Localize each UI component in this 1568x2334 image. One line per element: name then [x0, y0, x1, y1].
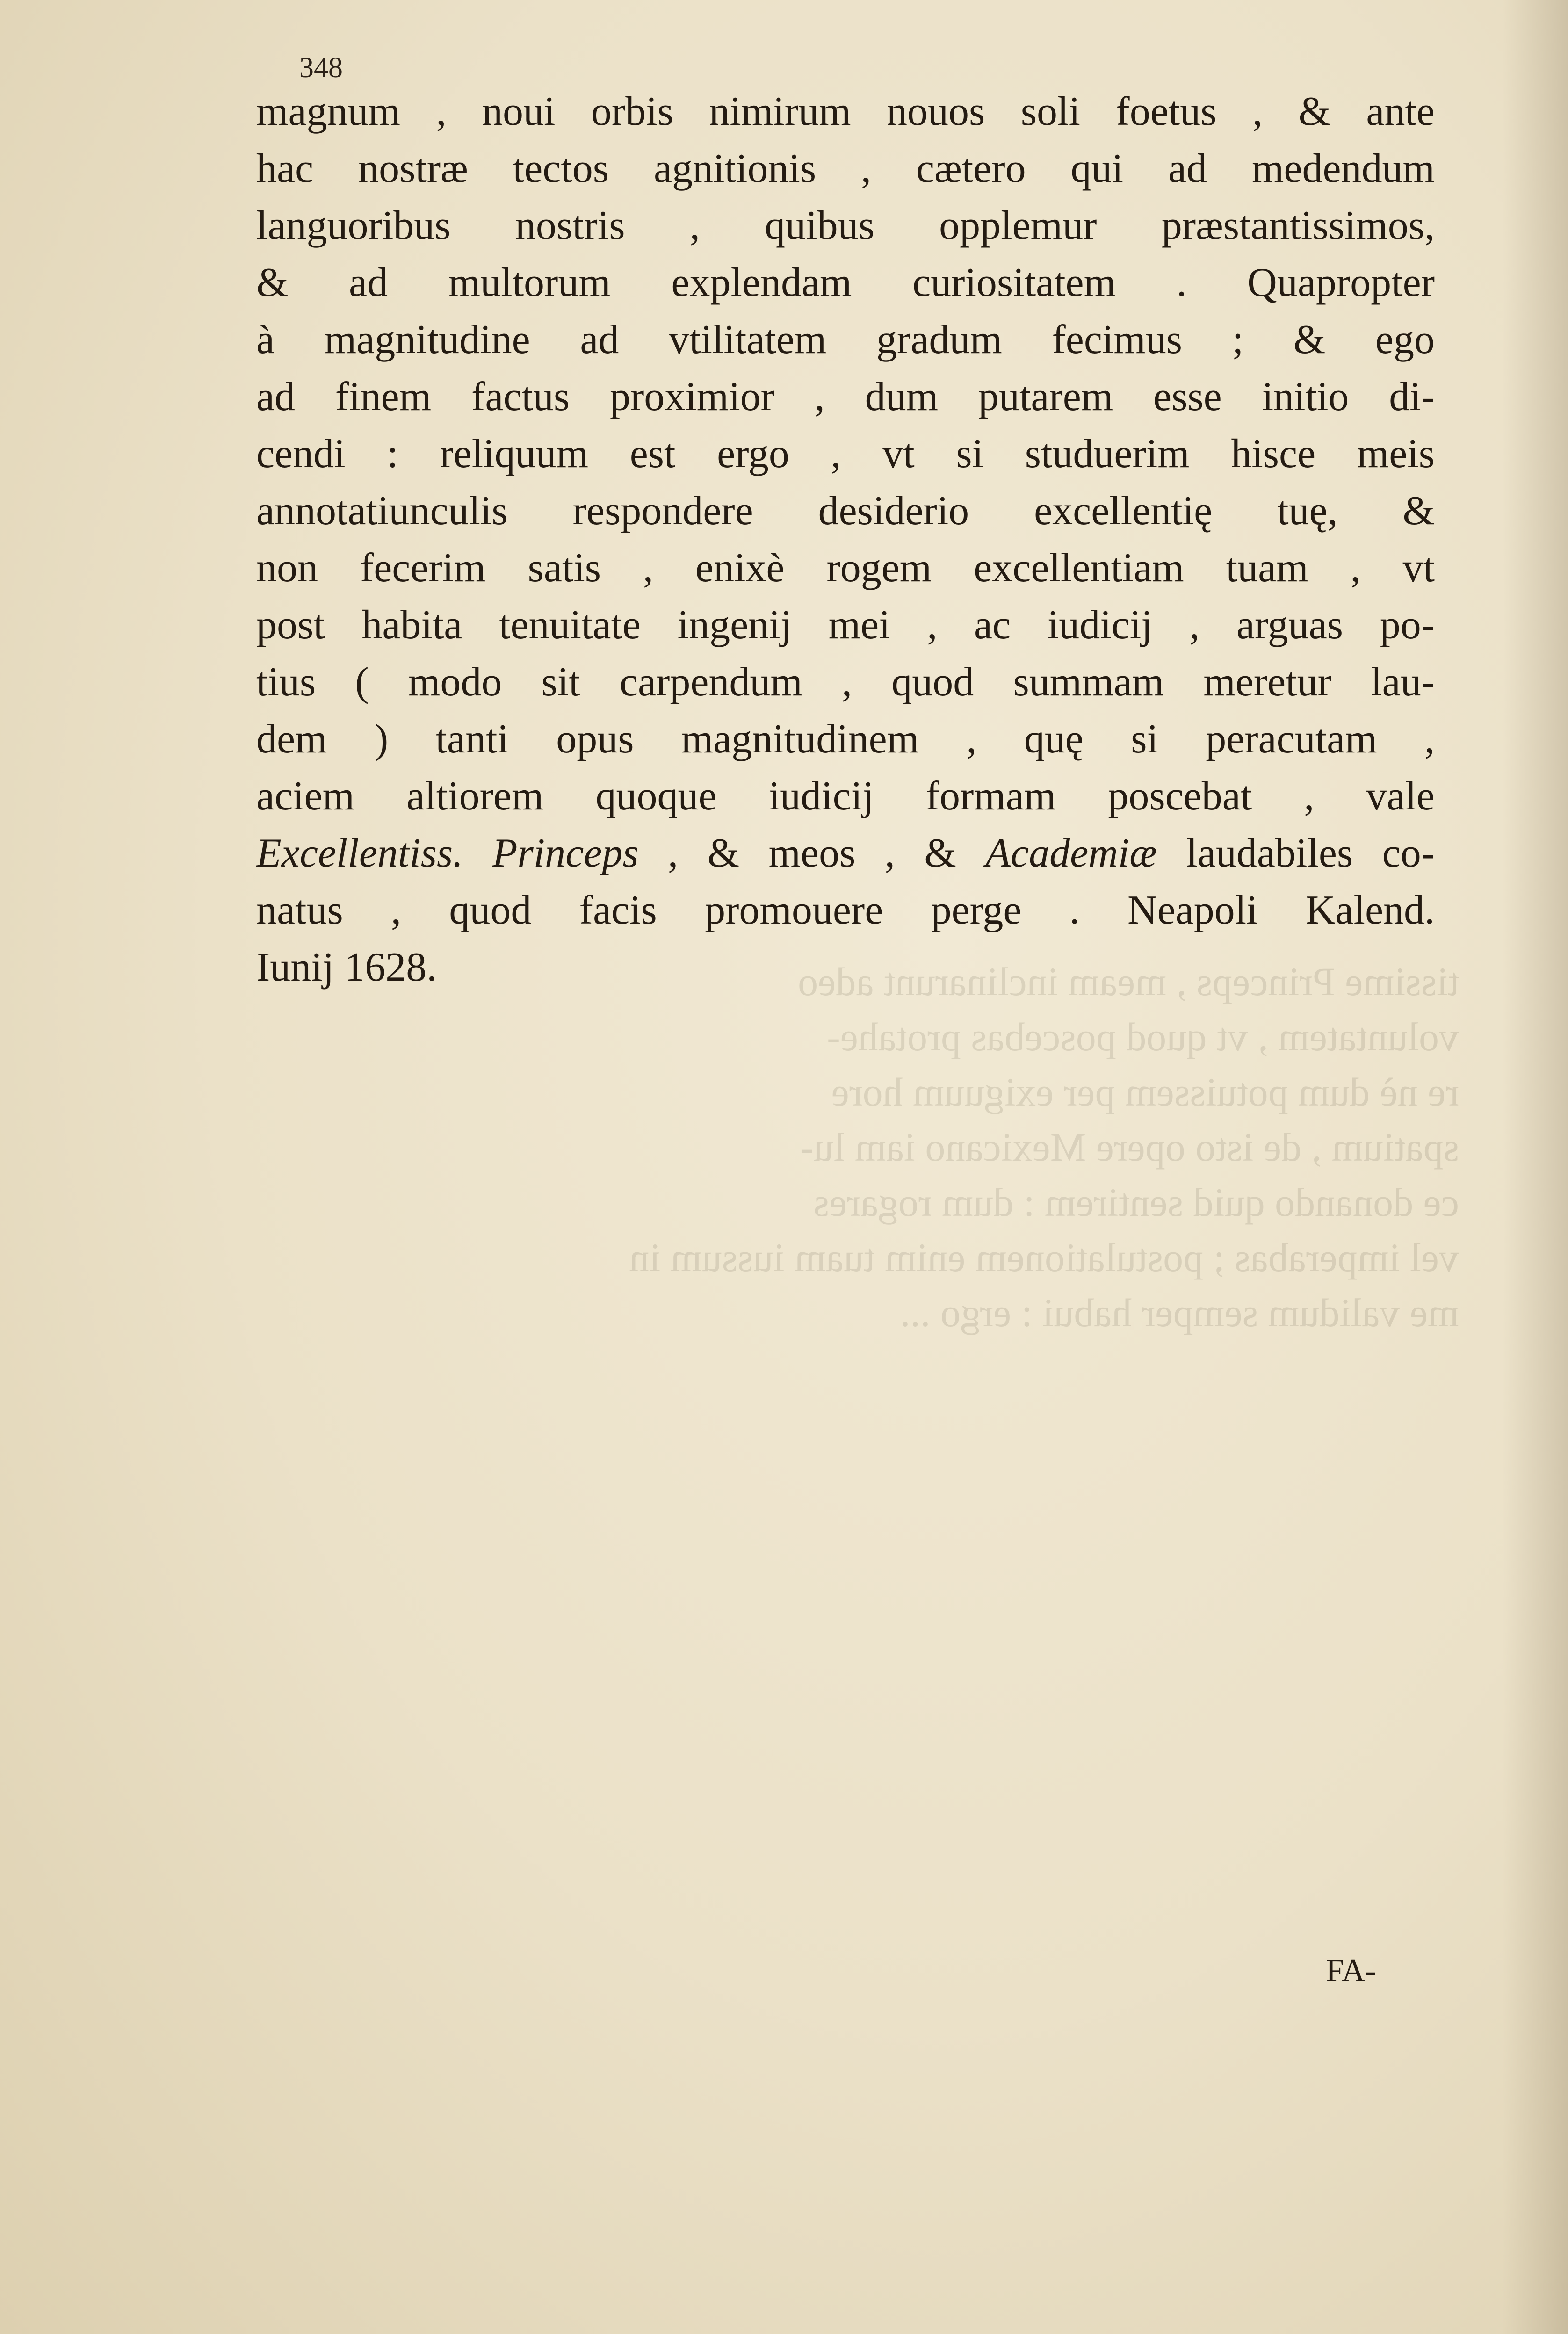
page-number: 348	[299, 52, 343, 84]
text-line: languoribus nostris , quibus opplemur præstantissimos,	[256, 203, 1435, 248]
text-line: hac nostræ tectos agnitionis , cætero qui ad medendum	[256, 146, 1435, 191]
text-line: annotatiunculis respondere desiderio excellentię tuę, &	[256, 488, 1435, 534]
body-text	[256, 83, 1435, 996]
text-line-mixed	[256, 825, 1435, 882]
text-fragment: laudabiles co-	[1186, 831, 1435, 876]
binding-shadow	[1503, 0, 1568, 2334]
italic-academy: Academiæ	[985, 831, 1157, 876]
text-line: cendi : reliquum est ergo , vt si studuerim hisce meis	[256, 431, 1435, 477]
text-line: dem ) tanti opus magnitudinem , quę si peracutam ,	[256, 716, 1435, 762]
catchword: FA-	[1326, 1953, 1376, 1989]
text-line: à magnitudine ad vtilitatem gradum fecimus ; & ego	[256, 317, 1435, 362]
text-line: natus , quod facis promouere perge . Neapoli Kalend.	[256, 888, 1435, 933]
text-line: aciem altiorem quoque iudicij formam poscebat , vale	[256, 773, 1435, 819]
text-line: non fecerim satis , enixè rogem excellentiam tuam , vt	[256, 545, 1435, 591]
bleed-through-text: tissime Princeps , meam inclinarunt adeo voluntatem , vt quod poscebas protahe- re nè dum potuissem per exiguum hore spatium , de isto opere Mexicano iam lu- ce donando quid sentirem : dum rogares vel imperabas ; postulationem enim tuam iussum in me validum semper habui : ergo ...	[629, 959, 1459, 1335]
text-line: magnum , noui orbis nimirum nouos soli foetus , & ante	[256, 89, 1435, 134]
text-line: post habita tenuitate ingenij mei , ac iudicij , arguas po-	[256, 602, 1435, 648]
italic-salutation: Excellentiss. Princeps	[256, 831, 639, 876]
text-fragment: , & meos , &	[668, 831, 956, 876]
text-line: tius ( modo sit carpendum , quod summam meretur lau-	[256, 659, 1435, 705]
date-line: Iunij 1628.	[256, 945, 437, 990]
text-line: ad finem factus proximior , dum putarem esse initio di-	[256, 374, 1435, 419]
text-line: & ad multorum explendam curiositatem . Quapropter	[256, 260, 1435, 305]
